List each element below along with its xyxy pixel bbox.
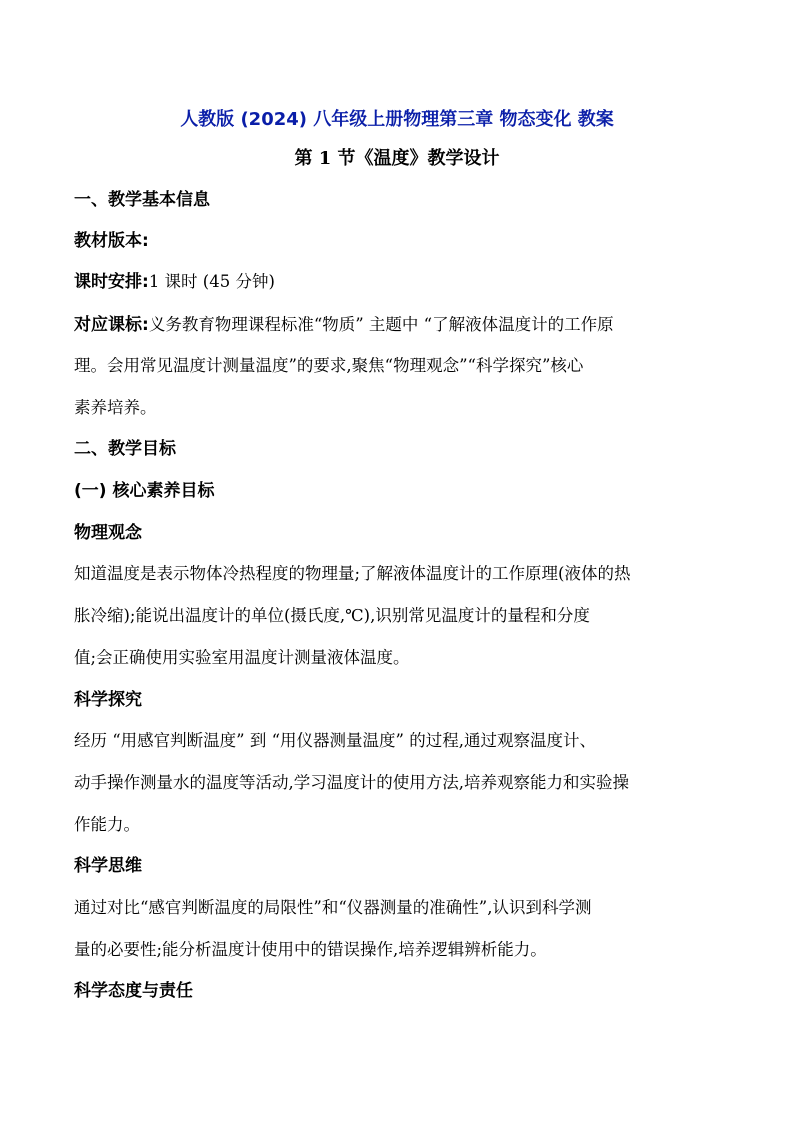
section2-subheading: (一) 核心素养目标 bbox=[74, 481, 215, 501]
physics-concept-line3: 值;会正确使用实验室用温度计测量液体温度。 bbox=[74, 648, 410, 667]
standard-text-line2: 理。会用常见温度计测量温度”的要求,聚焦“物理观念”“科学探究”核心 bbox=[74, 356, 584, 375]
section2-heading: 二、教学目标 bbox=[74, 439, 176, 459]
standard-text-line3: 素养培养。 bbox=[74, 398, 157, 417]
schedule-label: 课时安排: bbox=[74, 272, 149, 292]
document-title: 人教版 (2024) 八年级上册物理第三章 物态变化 教案 bbox=[180, 109, 614, 130]
science-inquiry-line1: 经历 “用感官判断温度” 到 “用仪器测量温度” 的过程,通过观察温度计、 bbox=[74, 731, 596, 750]
section1-heading: 一、教学基本信息 bbox=[74, 190, 210, 210]
science-inquiry-line3: 作能力。 bbox=[74, 815, 140, 834]
science-thinking-line1: 通过对比“感官判断温度的局限性”和“仪器测量的准确性”,认识到科学测 bbox=[74, 898, 592, 917]
science-attitude-heading: 科学态度与责任 bbox=[74, 981, 193, 1001]
physics-concept-heading: 物理观念 bbox=[74, 523, 142, 543]
physics-concept-line1: 知道温度是表示物体冷热程度的物理量;了解液体温度计的工作原理(液体的热 bbox=[74, 564, 631, 583]
science-thinking-heading: 科学思维 bbox=[74, 856, 142, 876]
standard-row bbox=[74, 313, 614, 337]
document-subtitle: 第 1 节《温度》教学设计 bbox=[294, 148, 500, 169]
science-thinking-line2: 量的必要性;能分析温度计使用中的错误操作,培养逻辑辨析能力。 bbox=[74, 940, 547, 959]
textbook-row bbox=[74, 229, 149, 253]
physics-concept-line2: 胀冷缩);能说出温度计的单位(摄氏度,℃),识别常见温度计的量程和分度 bbox=[74, 606, 590, 625]
schedule-row bbox=[74, 270, 275, 294]
science-inquiry-heading: 科学探究 bbox=[74, 690, 142, 710]
schedule-value: 1 课时 (45 分钟) bbox=[148, 272, 275, 291]
standard-text-line1: 义务教育物理课程标准“物质” 主题中 “了解液体温度计的工作原 bbox=[148, 315, 614, 334]
standard-label: 对应课标: bbox=[74, 315, 149, 335]
textbook-label: 教材版本: bbox=[74, 231, 149, 251]
science-inquiry-line2: 动手操作测量水的温度等活动,学习温度计的使用方法,培养观察能力和实验操 bbox=[74, 773, 629, 792]
